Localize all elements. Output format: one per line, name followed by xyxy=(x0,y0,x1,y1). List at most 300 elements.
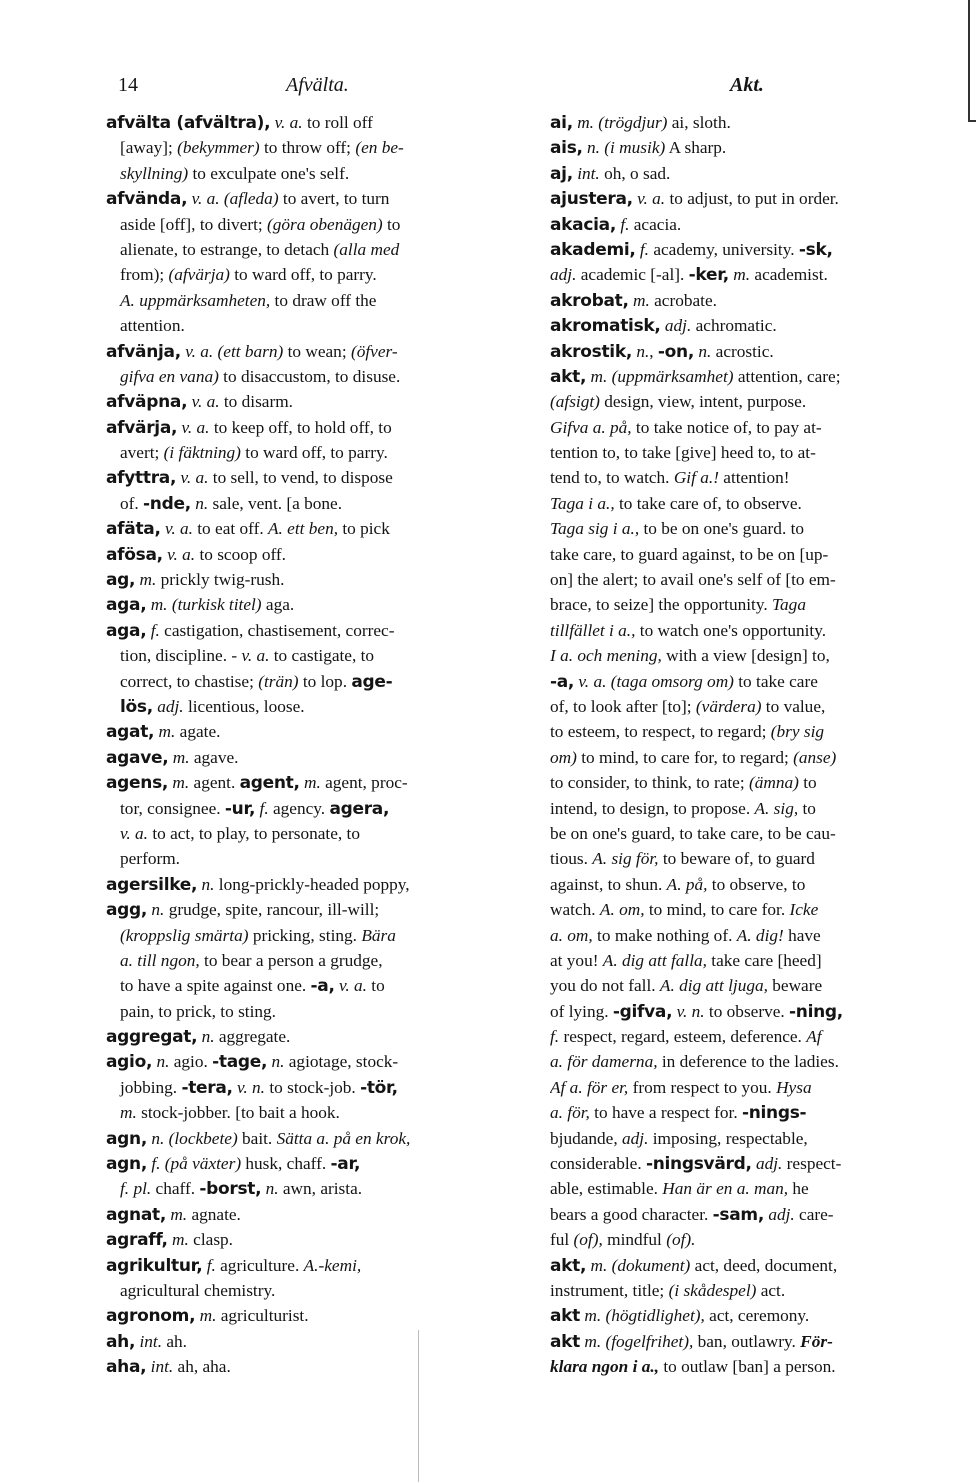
entry-line xyxy=(106,1176,540,1201)
entry-line xyxy=(106,999,540,1024)
headword: -nings- xyxy=(741,1103,807,1124)
entry-line xyxy=(550,364,976,389)
entry-line xyxy=(550,999,976,1024)
entry-line xyxy=(550,1253,976,1278)
entry-line xyxy=(106,542,540,567)
definition-text: imposing, respectable, xyxy=(648,1128,808,1148)
grammar-note: v. a. xyxy=(274,113,303,132)
grammar-note: A. om, xyxy=(599,900,645,920)
entry-line xyxy=(106,796,540,821)
definition-text: to ward off, to parry. xyxy=(229,265,377,285)
entry-line xyxy=(550,389,976,414)
grammar-note: m. xyxy=(172,1230,189,1250)
grammar-note: (afvärja) xyxy=(168,265,230,285)
headword: aj, xyxy=(550,163,573,184)
headword: -sk, xyxy=(798,239,833,260)
grammar-note: skyllning) xyxy=(120,163,189,183)
headword: agg, xyxy=(106,900,148,921)
entry-line xyxy=(550,973,976,998)
definition-text: brace, to seize] the opportunity. xyxy=(550,595,773,615)
headword: ah, xyxy=(106,1331,136,1352)
entry-line xyxy=(550,1303,976,1328)
grammar-note: m. xyxy=(172,773,190,793)
definition-text: take care, to guard against, to be on [up- xyxy=(550,544,829,564)
definition-text: achromatic. xyxy=(691,316,777,336)
definition-text: to mind, to care for, to regard; xyxy=(576,747,794,767)
entry-line xyxy=(550,719,976,744)
entry-line xyxy=(550,135,976,160)
grammar-note: v. a. xyxy=(120,823,148,843)
grammar-note: A. dig att ljuga, xyxy=(659,976,768,996)
entry-line xyxy=(550,212,976,237)
grammar-note: n. xyxy=(636,341,650,361)
headword: agn, xyxy=(106,1128,148,1149)
entry-line xyxy=(550,1049,976,1074)
definition-text: agricultural chemistry. xyxy=(120,1280,276,1300)
entry-line xyxy=(106,262,540,287)
grammar-note: (of), xyxy=(573,1230,603,1250)
entry-line xyxy=(550,821,976,846)
entry-line xyxy=(550,465,976,490)
entry-line xyxy=(550,313,976,338)
headword: agat, xyxy=(106,722,155,743)
entry-line xyxy=(106,1278,540,1303)
grammar-note: a. till ngon, xyxy=(120,950,200,970)
grammar-note: m. xyxy=(172,747,190,767)
definition-text: agriculturist. xyxy=(216,1306,309,1326)
entry-line xyxy=(550,1354,976,1379)
entry-line xyxy=(106,1151,540,1176)
definition-text: tention to, to take [give] heed to, to at- xyxy=(550,443,816,463)
headword: agio, xyxy=(106,1052,153,1073)
entry-line xyxy=(550,491,976,516)
grammar-note: adj. xyxy=(755,1154,783,1174)
grammar-note: Icke xyxy=(789,900,819,920)
definition-text: from); xyxy=(120,265,169,285)
definition-text: to exculpate one's self. xyxy=(188,163,350,183)
grammar-note: A. dig att falla, xyxy=(602,950,707,970)
entry-line xyxy=(106,897,540,922)
grammar-note: m. (uppmärksamhet) xyxy=(590,366,734,386)
grammar-note: m. xyxy=(199,1306,217,1326)
definition-text: ful xyxy=(550,1230,574,1250)
entry-line xyxy=(106,1354,540,1379)
definition-text: attention, care; xyxy=(733,366,841,386)
entry-line xyxy=(550,618,976,643)
definition-text: to disarm. xyxy=(219,392,293,412)
grammar-note: Han är en a. man, xyxy=(662,1179,789,1199)
entry-line xyxy=(550,846,976,871)
definition-text: beware xyxy=(767,976,823,996)
definition-text: agate. xyxy=(175,722,221,742)
entry-line xyxy=(550,567,976,592)
entry-line xyxy=(106,643,540,668)
definition-text: alienate, to estrange, to detach xyxy=(120,239,334,259)
definition-text: to observe. xyxy=(704,1001,790,1021)
headword: ai, xyxy=(550,113,573,133)
definition-text: watch. xyxy=(550,900,600,920)
definition-text: of. xyxy=(120,493,144,513)
grammar-note: adj. xyxy=(550,265,577,285)
entry-line xyxy=(106,567,540,592)
definition-text: awn, arista. xyxy=(278,1179,363,1199)
definition-text: agio. xyxy=(169,1052,213,1072)
grammar-note: f. xyxy=(259,798,269,818)
definition-text: A sharp. xyxy=(665,138,727,158)
entry-line xyxy=(106,1049,540,1074)
definition-text: from respect to you. xyxy=(628,1077,777,1097)
definition-text: in deference to the ladies. xyxy=(657,1052,839,1072)
definition-text: agnate. xyxy=(187,1204,241,1224)
headword: afvälta (afvältra), xyxy=(106,113,271,133)
entry-line xyxy=(550,161,976,186)
gutter-line xyxy=(418,1330,419,1482)
entry-line xyxy=(106,821,540,846)
definition-text: of, to look after [to]; xyxy=(550,696,696,716)
headword: aggregat, xyxy=(106,1027,198,1048)
definition-text: agency. xyxy=(268,798,330,818)
grammar-note: A. uppmärksamheten, xyxy=(120,290,271,310)
grammar-note: I a. och mening, xyxy=(550,646,662,666)
grammar-note: n. xyxy=(151,900,165,920)
grammar-note: gifva en vana) xyxy=(120,366,219,386)
entry-line xyxy=(550,694,976,719)
headword: -ar, xyxy=(330,1154,361,1175)
grammar-note: tillfället i a., xyxy=(550,620,636,640)
entry-line xyxy=(550,948,976,973)
entry-line xyxy=(550,1100,976,1125)
entry-line xyxy=(550,796,976,821)
definition-text: to bear a person a grudge, xyxy=(199,950,383,970)
headword: -ur, xyxy=(224,798,256,819)
definition-text: agent, proc- xyxy=(320,773,408,793)
definition-text: clasp. xyxy=(188,1230,234,1250)
entry-line xyxy=(550,1126,976,1151)
grammar-note: int. xyxy=(139,1331,163,1351)
entry-line xyxy=(106,491,540,516)
headword: aha, xyxy=(106,1357,147,1378)
headword: aga, xyxy=(106,595,147,616)
definition-text: acrostic. xyxy=(711,341,774,361)
definition-text: aggregate. xyxy=(214,1027,291,1047)
grammar-note: f. xyxy=(550,1027,560,1047)
grammar-note: A. på, xyxy=(666,874,708,894)
grammar-note: n. xyxy=(271,1052,285,1072)
headword: -tage, xyxy=(212,1052,268,1073)
grammar-note: m. (turkisk titel) xyxy=(150,595,262,615)
grammar-note: m. (fogelfrihet), xyxy=(584,1331,694,1351)
headword: akt, xyxy=(550,1255,587,1276)
definition-text: to observe, to xyxy=(707,874,806,894)
definition-text: agave. xyxy=(189,747,239,767)
entry-line xyxy=(106,364,540,389)
grammar-note: n. xyxy=(156,1052,170,1072)
grammar-note: Hysa xyxy=(776,1077,812,1097)
entry-line xyxy=(106,161,540,186)
definition-text: jobbing. xyxy=(120,1077,182,1097)
definition-text: husk, chaff. xyxy=(241,1154,331,1174)
definition-text: have xyxy=(783,925,821,945)
headword: akrostik, xyxy=(550,341,632,362)
headword: age- xyxy=(351,671,393,692)
grammar-note: adj. xyxy=(664,316,692,336)
entry-line xyxy=(106,669,540,694)
grammar-note: m. (högtidlighet), xyxy=(584,1306,705,1326)
headword: akt xyxy=(550,1331,581,1352)
definition-text: to wean; xyxy=(283,341,351,361)
definition-text: to make nothing of. xyxy=(592,925,737,945)
entry-line xyxy=(550,669,976,694)
grammar-note: f. xyxy=(639,239,649,259)
grammar-note: m. xyxy=(733,265,751,285)
headword: akromatisk, xyxy=(550,316,661,337)
grammar-note: (bekymmer) xyxy=(177,138,260,158)
entry-line xyxy=(106,1227,540,1252)
grammar-note: A. sig för, xyxy=(592,849,659,869)
definition-text: [away]; xyxy=(120,138,178,158)
grammar-note: A. sig, xyxy=(754,798,799,818)
entry-line xyxy=(550,542,976,567)
grammar-note: m. (dokument) xyxy=(590,1255,691,1275)
definition-text: , xyxy=(649,341,658,361)
definition-text: he xyxy=(788,1179,809,1199)
grammar-note: v. a. xyxy=(637,189,666,209)
grammar-note: (öfver- xyxy=(350,341,398,361)
grammar-note: v. a. xyxy=(241,646,270,666)
headword: agave, xyxy=(106,747,169,768)
grammar-note: A. dig! xyxy=(736,925,784,945)
entry-line xyxy=(106,1024,540,1049)
definition-text: attention. xyxy=(120,316,185,336)
definition-text: to draw off the xyxy=(270,290,377,310)
entry-line xyxy=(106,1126,540,1151)
definition-text: to watch one's opportunity. xyxy=(635,620,827,640)
entry-line xyxy=(106,745,540,770)
definition-text: at you! xyxy=(550,950,603,970)
grammar-note: klara ngon i a., xyxy=(550,1357,659,1377)
headword: ajustera, xyxy=(550,189,633,210)
definition-text: to outlaw [ban] a person. xyxy=(659,1357,836,1377)
definition-text: aga. xyxy=(261,595,295,615)
grammar-note: Taga xyxy=(772,595,806,615)
entry-line xyxy=(106,770,540,795)
entry-line xyxy=(106,719,540,744)
definition-text: bjudande, xyxy=(550,1128,622,1148)
definition-text: avert; xyxy=(120,443,164,463)
definition-text: to throw off; xyxy=(259,138,356,158)
headword: -ker, xyxy=(688,265,729,286)
headword: -ning, xyxy=(789,1001,843,1022)
entry-line xyxy=(106,846,540,871)
definition-text: pricking, sting. xyxy=(248,925,362,945)
definition-text: to have a respect for. xyxy=(589,1103,742,1123)
definition-text: mindful xyxy=(602,1230,667,1250)
grammar-note: A.-kemi, xyxy=(303,1255,362,1275)
grammar-note: A. ett ben, xyxy=(267,519,339,539)
definition-text: able, estimable. xyxy=(550,1179,663,1199)
entry-line xyxy=(550,339,976,364)
definition-text: academist. xyxy=(750,265,828,285)
headword: -tera, xyxy=(181,1077,233,1098)
grammar-note: m. xyxy=(120,1103,137,1123)
definition-text: chaff. xyxy=(151,1179,200,1199)
grammar-note: f. xyxy=(206,1255,216,1275)
grammar-note: Taga sig i a., xyxy=(550,519,640,539)
definition-text: to consider, to think, to rate; xyxy=(550,773,749,793)
entry-line xyxy=(550,262,976,287)
definition-text: ai, sloth. xyxy=(667,113,731,132)
grammar-note: (of). xyxy=(666,1230,696,1250)
entry-line xyxy=(550,1278,976,1303)
entry-line xyxy=(550,1202,976,1227)
grammar-note: int. xyxy=(150,1357,174,1377)
entry-line xyxy=(106,186,540,211)
grammar-note: v. a. xyxy=(338,976,367,996)
definition-text: act, ceremony. xyxy=(704,1306,810,1326)
definition-text: to xyxy=(798,773,817,793)
entry-line xyxy=(106,516,540,541)
entry-line xyxy=(106,339,540,364)
headword: -a, xyxy=(550,671,575,692)
definition-text: on] the alert; to avail one's self of [to em- xyxy=(550,570,836,590)
grammar-note: n. (lockbete) xyxy=(151,1128,238,1148)
entry-line xyxy=(550,897,976,922)
definition-text: to esteem, to respect, to regard; xyxy=(550,722,771,742)
entry-line xyxy=(550,186,976,211)
headword: -sam, xyxy=(712,1204,764,1225)
definition-text: to avert, to turn xyxy=(278,189,390,209)
page-edge-mark xyxy=(968,0,976,122)
definition-text: respect- xyxy=(782,1154,842,1174)
definition-text: respect, regard, esteem, deference. xyxy=(559,1027,807,1047)
definition-text: to xyxy=(366,976,385,996)
definition-text: acrobate. xyxy=(649,290,717,310)
definition-text: attention! xyxy=(718,468,790,488)
definition-text: ah, aha. xyxy=(173,1357,231,1377)
grammar-note: f. pl. xyxy=(120,1179,152,1199)
headword: afväpna, xyxy=(106,392,188,413)
grammar-note: f. (på växter) xyxy=(151,1154,242,1174)
entry-line xyxy=(550,288,976,313)
grammar-note: Gif a.! xyxy=(673,468,719,488)
grammar-note: v. n. xyxy=(676,1001,705,1021)
definition-text: you do not fall. xyxy=(550,976,660,996)
entry-line xyxy=(106,694,540,719)
headword: afvärja, xyxy=(106,417,178,438)
definition-text: to mind, to care for. xyxy=(644,900,790,920)
grammar-note: a. för damerna, xyxy=(550,1052,658,1072)
grammar-note: Af xyxy=(806,1027,822,1047)
grammar-note: (ämna) xyxy=(748,773,799,793)
definition-text: long-prickly-headed poppy, xyxy=(214,874,410,894)
headword: lös, xyxy=(120,696,153,717)
entry-line xyxy=(550,643,976,668)
grammar-note: m. xyxy=(170,1204,188,1224)
headword: ais, xyxy=(550,138,583,159)
grammar-note: a. om, xyxy=(550,925,593,945)
definition-text: tend to, to watch. xyxy=(550,468,674,488)
definition-text: licentious, loose. xyxy=(183,696,305,716)
definition-text: stock-jobber. [to bait a hook. xyxy=(136,1103,340,1123)
entry-line xyxy=(106,592,540,617)
headword: afvända, xyxy=(106,189,188,210)
headword: -a, xyxy=(310,976,335,997)
grammar-note: m. xyxy=(633,290,650,310)
entry-line xyxy=(106,1303,540,1328)
definition-text: to disaccustom, to disuse. xyxy=(218,366,401,386)
entry-line xyxy=(106,135,540,160)
definition-text: instrument, title; xyxy=(550,1280,669,1300)
definition-text: of lying. xyxy=(550,1001,613,1021)
definition-text: act. xyxy=(756,1280,786,1300)
entry-line xyxy=(106,212,540,237)
entry-line xyxy=(550,872,976,897)
definition-text: to xyxy=(798,798,816,818)
headword: -gifva, xyxy=(612,1001,673,1022)
definition-text: to ward off, to parry. xyxy=(240,443,388,463)
grammar-note: Bära xyxy=(361,925,396,945)
grammar-note: m. xyxy=(139,570,157,590)
grammar-note: v. a. xyxy=(180,468,209,488)
grammar-note: Gifva a. på, xyxy=(550,417,632,437)
headword: akacia, xyxy=(550,214,616,235)
definition-text: to take care of, to observe. xyxy=(614,493,802,513)
entry-line xyxy=(106,1202,540,1227)
headword: afyttra, xyxy=(106,468,177,489)
headword: ag, xyxy=(106,570,136,591)
definition-text: prickly twig-rush. xyxy=(156,570,285,590)
definition-text: perform. xyxy=(120,849,180,869)
entry-line xyxy=(550,1151,976,1176)
left-column xyxy=(106,110,540,1380)
definition-text: to value, xyxy=(761,696,826,716)
entry-line xyxy=(550,237,976,262)
definition-text: to beware of, to guard xyxy=(658,849,815,869)
definition-text: sale, vent. [a bone. xyxy=(208,493,343,513)
grammar-note: (göra obenägen) xyxy=(267,214,383,234)
page-number: 14 xyxy=(118,74,138,96)
definition-text: to eat off. xyxy=(192,519,268,539)
grammar-note: int. xyxy=(577,163,600,183)
headword: agent, xyxy=(239,773,300,794)
definition-text: considerable. xyxy=(550,1154,646,1174)
grammar-note: (kroppslig smärta) xyxy=(120,925,249,945)
grammar-note: adj. xyxy=(768,1204,795,1224)
entry-line xyxy=(106,973,540,998)
headword: aga, xyxy=(106,620,147,641)
definition-text: agriculture. xyxy=(215,1255,304,1275)
right-running-head: Akt. xyxy=(730,74,764,96)
definition-text: pain, to prick, to sting. xyxy=(120,1001,276,1021)
headword: agnat, xyxy=(106,1204,166,1225)
grammar-note: v. a. xyxy=(181,417,210,437)
headword: -on, xyxy=(657,341,695,362)
entry-line xyxy=(550,516,976,541)
grammar-note: v. n. xyxy=(237,1077,266,1097)
entry-line xyxy=(550,745,976,770)
grammar-note: (i fäktning) xyxy=(163,443,241,463)
definition-text: to take notice of, to pay at- xyxy=(631,417,822,437)
headword: afösa, xyxy=(106,544,163,565)
entry-line xyxy=(106,110,540,135)
grammar-note: n. xyxy=(265,1179,279,1199)
grammar-note: Sätta a. på en krok, xyxy=(276,1128,411,1148)
headword: afvänja, xyxy=(106,341,181,362)
entry-line xyxy=(106,1329,540,1354)
definition-text: agent. xyxy=(189,773,240,793)
definition-text: tor, consignee. xyxy=(120,798,225,818)
definition-text: agiotage, stock- xyxy=(284,1052,399,1072)
